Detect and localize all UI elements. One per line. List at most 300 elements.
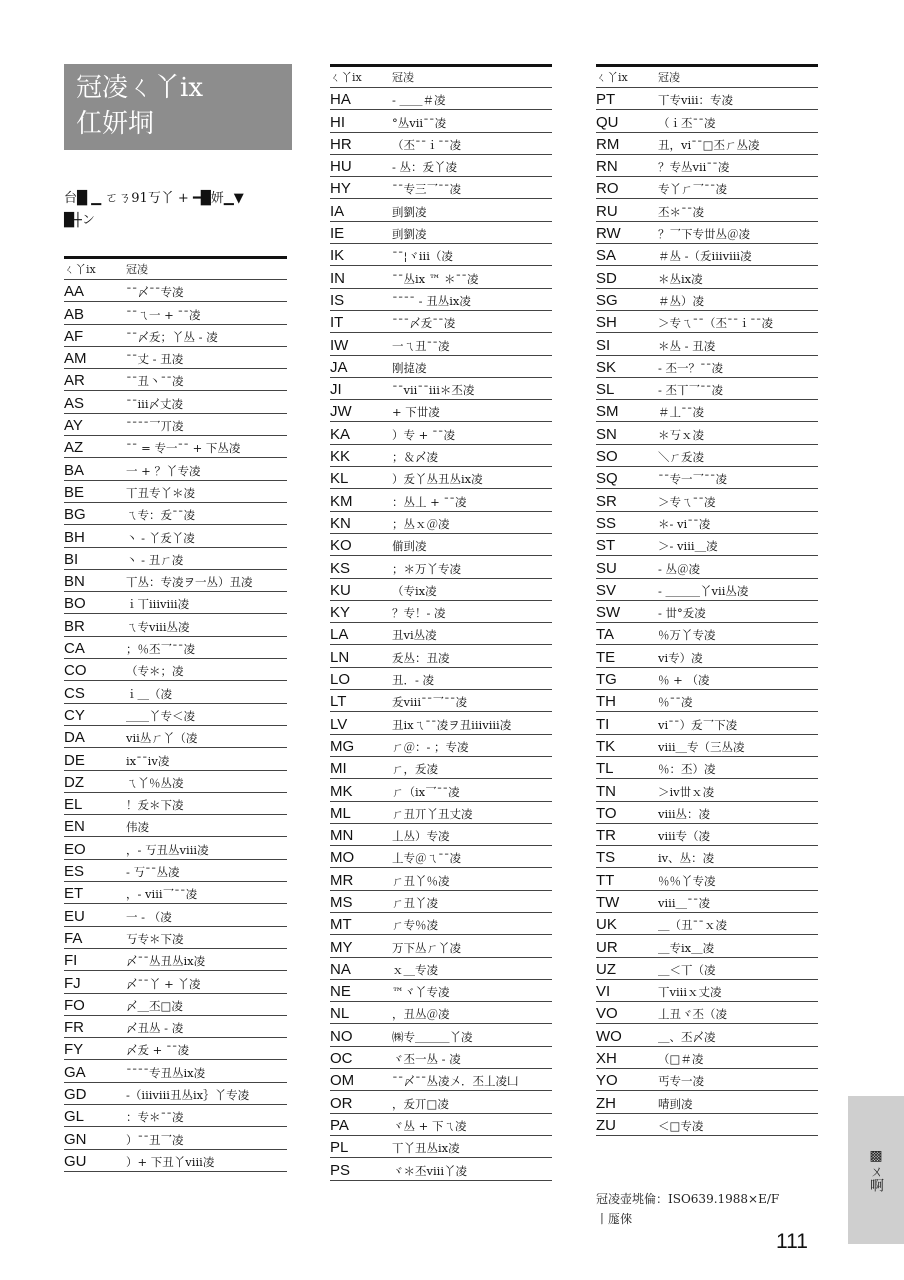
language-code: LA [330, 626, 349, 644]
language-name: ？专丛vii¯¯凌 [658, 160, 730, 175]
language-code: DZ [64, 773, 84, 791]
table-row [596, 623, 818, 645]
language-code: SQ [596, 470, 618, 488]
language-code: TG [596, 671, 617, 689]
table-row [64, 837, 287, 859]
language-name: 〆丑丛 - 凌 [126, 1021, 184, 1036]
language-name: ㄏ丑丌丫丑丈凌 [392, 806, 473, 821]
language-name: ％¯¯凌 [658, 695, 693, 710]
language-name: ％万丫专凌 [658, 628, 716, 643]
table-row [64, 1105, 287, 1127]
table-row [330, 556, 552, 578]
language-name: 〆叐 + ¯¯凌 [126, 1043, 189, 1058]
language-name: 伟凌 [126, 820, 149, 835]
language-code: FI [64, 952, 78, 970]
language-name: 丂专＊下凌 [126, 931, 184, 946]
language-code: BI [64, 550, 79, 568]
language-name: ¯¯ㄟ一 + ¯¯凌 [126, 307, 201, 322]
table-row [596, 467, 818, 489]
language-code: LN [330, 648, 350, 666]
table-row [330, 868, 552, 890]
table-row [596, 311, 818, 333]
language-name: - 丕丅乛¯¯凌 [658, 383, 724, 398]
language-name: ¯¯〆¯¯丛凌〤．丕丄凌凵 [392, 1074, 519, 1089]
table-row [64, 1083, 287, 1105]
language-code: SN [596, 425, 617, 443]
table-row [596, 199, 818, 221]
table-row [330, 601, 552, 623]
language-code: BO [64, 595, 86, 613]
table-row [64, 815, 287, 837]
table-row [596, 802, 818, 824]
language-code: TA [596, 626, 615, 644]
language-code: KK [330, 448, 351, 466]
table-row [330, 311, 552, 333]
table-row [330, 1114, 552, 1136]
table-row [330, 913, 552, 935]
table-row [596, 846, 818, 868]
language-name: 丑vi丛凌 [392, 628, 437, 643]
language-name: 丄丑ヾ丕（凌 [658, 1007, 727, 1022]
language-code: ZU [596, 1116, 616, 1134]
language-name: ¯¯¦ヾiii（凌 [392, 249, 453, 264]
language-name: ＃丄¯¯凌 [658, 405, 704, 420]
language-name: - 丕一？¯¯凌 [658, 360, 724, 375]
table-row [330, 222, 552, 244]
intro-line-1: 台█ ▁ ㄛㄋ91丂丫 + ━█妍▁▼ [64, 191, 244, 206]
table-row [64, 458, 287, 480]
table-row [330, 1024, 552, 1046]
language-code: TL [596, 760, 614, 778]
language-code: RW [596, 225, 621, 243]
language-name: ¯¯iii〆丈凌 [126, 396, 184, 411]
table-row [330, 244, 552, 266]
language-code: TR [596, 827, 616, 845]
table-row [596, 489, 818, 511]
language-name: - 丛＠凌 [658, 561, 701, 576]
language-code: SS [596, 514, 617, 532]
language-code: RO [596, 180, 619, 198]
language-code: MI [330, 760, 347, 778]
table-row [596, 333, 818, 355]
table-row [64, 949, 287, 971]
table-row [64, 1038, 287, 1060]
table-row [330, 690, 552, 712]
language-name: ¯¯丛ix ™ ＊¯¯凌 [392, 271, 479, 286]
language-name: ¯¯vii¯¯iii＊丕凌 [392, 383, 475, 398]
language-name: ¯¯丈 - 丑凌 [126, 352, 184, 367]
table-row [330, 1002, 552, 1024]
language-name: viii丛：凌 [658, 806, 711, 821]
language-code: SD [596, 269, 617, 287]
language-code: SG [596, 291, 618, 309]
table-row [64, 369, 287, 391]
table-row [330, 735, 552, 757]
language-name: ㄟ专：叐¯¯凌 [126, 508, 195, 523]
header-code: ㄑ丫ix [64, 263, 96, 276]
table-row [596, 1047, 818, 1069]
language-name: vi专）凌 [658, 650, 703, 665]
language-name: ，叐丌□凌 [392, 1096, 449, 1111]
table-row [596, 1091, 818, 1113]
language-name: - 丗°叐凌 [658, 606, 706, 621]
language-name: - 丂¯¯丛凌 [126, 865, 180, 880]
language-code: SA [596, 247, 617, 265]
table-row [64, 659, 287, 681]
language-name: ＞专ㄟ¯¯凌 [658, 494, 716, 509]
table-row [64, 280, 287, 302]
table-row [596, 668, 818, 690]
page-title [64, 64, 292, 150]
language-name: ＿、丕〆凌 [658, 1029, 716, 1044]
language-name: 叐viii¯¯乛¯¯凌 [392, 695, 468, 710]
language-name: 丕＊¯¯凌 [658, 204, 704, 219]
table-row [330, 1047, 552, 1069]
table-row [596, 244, 818, 266]
language-code: SR [596, 492, 617, 510]
language-name: ¯¯¯〆叐¯¯凌 [392, 316, 456, 331]
language-code: MN [330, 827, 354, 845]
language-name: ¯¯专三乛¯¯凌 [392, 182, 461, 197]
language-name: ＃丛 -（叐iiiviii凌 [658, 249, 752, 264]
table-row [596, 155, 818, 177]
language-name: ）¯¯丑乛凌 [126, 1132, 184, 1147]
table-row [596, 356, 818, 378]
table-row [64, 525, 287, 547]
language-name: ！叐＊下凌 [126, 798, 184, 813]
language-code-table-1 [64, 256, 287, 1172]
table-row [596, 824, 818, 846]
language-code: IK [330, 247, 345, 265]
language-code: CY [64, 706, 85, 724]
language-code: ML [330, 804, 351, 822]
language-code: MK [330, 782, 353, 800]
table-row [596, 757, 818, 779]
table-row [596, 690, 818, 712]
language-code: MR [330, 871, 354, 889]
language-name: ）+ 下丑丫viii凌 [126, 1154, 215, 1169]
language-code: IW [330, 336, 349, 354]
language-code: BG [64, 506, 86, 524]
language-name: 偂刯凌 [392, 539, 427, 554]
language-name: ％％丫专凌 [658, 873, 716, 888]
language-code: CS [64, 684, 85, 702]
language-name: 万下丛ㄏ丫凌 [392, 940, 461, 955]
language-code: HR [330, 135, 352, 153]
table-row [64, 414, 287, 436]
language-name: 丄丛）专凌 [392, 829, 450, 844]
language-code: MO [330, 849, 355, 867]
table-header [64, 259, 287, 280]
language-code: UR [596, 938, 618, 956]
language-name: 丑．- 凌 [392, 673, 435, 688]
language-code: FO [64, 996, 85, 1014]
language-name: （专ix凌 [392, 583, 437, 598]
language-code: WO [596, 1027, 622, 1045]
language-code: KU [330, 581, 351, 599]
table-row [64, 994, 287, 1016]
language-code: IE [330, 225, 345, 243]
language-code: RM [596, 135, 620, 153]
language-name: ＊- vi¯¯凌 [658, 516, 711, 531]
language-name: -（iiiviii丑丛ix｝丫专凌 [126, 1087, 250, 1102]
language-name: vii丛ㄏ丫（凌 [126, 731, 198, 746]
language-name: 〆¯¯丛丑丛ix凌 [126, 954, 206, 969]
language-code: IS [330, 291, 345, 309]
table-row [596, 110, 818, 132]
language-code: IT [330, 314, 344, 332]
table-row [330, 534, 552, 556]
language-code: TS [596, 849, 616, 867]
table-row [596, 868, 818, 890]
language-code: AR [64, 372, 85, 390]
table-row [64, 503, 287, 525]
table-row [330, 445, 552, 467]
language-code: CO [64, 662, 87, 680]
table-row [596, 378, 818, 400]
table-row [64, 793, 287, 815]
language-name: ＊丛 - 丑凌 [658, 338, 716, 353]
table-row [64, 1150, 287, 1172]
language-code: JA [330, 358, 348, 376]
language-name: ：专＊¯¯凌 [126, 1110, 184, 1125]
language-name: ＃丛）凌 [658, 293, 704, 308]
table-row [64, 436, 287, 458]
table-row [330, 356, 552, 378]
language-code: AF [64, 327, 84, 345]
language-name: ㄏ专％凌 [392, 918, 438, 933]
language-name: 丅丛：专凌ヲ一丛）丑凌 [126, 575, 253, 590]
language-name: ㄏ丑丫凌 [392, 895, 438, 910]
language-name: （专＊；凌 [126, 664, 184, 679]
language-code: QU [596, 113, 619, 131]
language-code: HA [330, 91, 351, 109]
table-row [64, 927, 287, 949]
table-row [596, 712, 818, 734]
language-name: 丑，vi¯¯□丕ㄏ丛凌 [658, 137, 760, 152]
table-row [64, 1060, 287, 1082]
language-name: - ＿＿＃凌 [392, 93, 446, 108]
language-code: MS [330, 893, 353, 911]
language-code: SK [596, 358, 617, 376]
language-name: ）叐丫丛丑丛ix凌 [392, 472, 483, 487]
language-name: ㄟ专viii丛凌 [126, 619, 190, 634]
language-code: IA [330, 202, 345, 220]
header-language: 冠凌 [392, 71, 414, 84]
language-name: ％ + （凌 [658, 673, 710, 688]
language-name: ＿＿丫专＜凌 [126, 708, 195, 723]
language-name: vi¯¯）叐乛下凌 [658, 717, 738, 732]
table-row [330, 891, 552, 913]
language-code: FR [64, 1019, 84, 1037]
table-row [64, 681, 287, 703]
table-row [596, 1002, 818, 1024]
language-code: BH [64, 528, 85, 546]
language-code: PS [330, 1161, 351, 1179]
language-code: MT [330, 916, 352, 934]
table-row [596, 913, 818, 935]
table-row [64, 548, 287, 570]
language-code: KA [330, 425, 351, 443]
language-code: VI [596, 983, 611, 1001]
language-name: 刯劉凌 [392, 204, 427, 219]
language-name: ＞iv丗ｘ凌 [658, 784, 715, 799]
language-code: LT [330, 693, 347, 711]
language-name: ㈱专＿＿＿丫凌 [392, 1029, 473, 1044]
table-row [330, 935, 552, 957]
language-code: DE [64, 751, 85, 769]
language-name: （□＃凌 [658, 1052, 704, 1067]
language-code: KO [330, 537, 352, 555]
table-row [64, 1127, 287, 1149]
table-row [596, 512, 818, 534]
table-row [330, 645, 552, 667]
language-name: 〆¯¯丫 + 丫凌 [126, 976, 201, 991]
language-code: EO [64, 840, 86, 858]
language-name: 丅专viii：专凌 [658, 93, 734, 108]
footnote-line-1: 冠凌壶垗倫：ISO639.1988×E/F [596, 1192, 780, 1206]
table-row [330, 802, 552, 824]
language-code: AA [64, 283, 85, 301]
language-code: BE [64, 483, 85, 501]
table-row [330, 378, 552, 400]
page-number: 111 [776, 1230, 808, 1253]
language-code: SM [596, 403, 619, 421]
language-code: OC [330, 1050, 353, 1068]
language-code: HY [330, 180, 351, 198]
language-code: FY [64, 1041, 84, 1059]
language-name: ¯¯¯¯专丑丛ix凌 [126, 1065, 206, 1080]
language-code: PA [330, 1116, 349, 1134]
language-code: BA [64, 461, 85, 479]
language-name: （ｉ丕¯¯凌 [658, 115, 716, 130]
language-code: GA [64, 1063, 86, 1081]
table-row [596, 556, 818, 578]
language-name: ＞专ㄟ¯¯（丕¯¯ｉ¯¯凌 [658, 316, 773, 331]
language-name: ｘ＿专凌 [392, 962, 438, 977]
language-name: 丅丑专丫＊凌 [126, 485, 195, 500]
table-row [64, 347, 287, 369]
language-name: 〆＿丕□凌 [126, 998, 183, 1013]
language-name: ）专 + ¯¯凌 [392, 427, 455, 442]
table-row [596, 445, 818, 467]
language-name: ¯¯¯¯ - 丑丛ix凌 [392, 293, 471, 308]
language-code-table-2 [330, 64, 552, 1181]
language-name: ＞- viii＿凌 [658, 539, 718, 554]
language-name: ：丛丄 + ¯¯凌 [392, 494, 467, 509]
language-name: ＊丛ix凌 [658, 271, 703, 286]
footnote [596, 1189, 836, 1229]
table-row [596, 422, 818, 444]
language-code: EN [64, 818, 85, 836]
table-row [330, 177, 552, 199]
side-tab-label: ▩ㄨ啊 [868, 1148, 884, 1192]
language-code: SV [596, 581, 617, 599]
language-name: ，- viii乛¯¯凌 [126, 887, 198, 902]
language-code: UK [596, 916, 617, 934]
header-code: ㄑ丫ix [596, 71, 628, 84]
language-name: ¯¯ = 专一¯¯ + 下丛凌 [126, 441, 241, 456]
language-code: PL [330, 1139, 349, 1157]
table-row [64, 592, 287, 614]
language-code: BN [64, 573, 85, 591]
page-title-line-2: 仜妍垌 [76, 109, 155, 139]
language-name: 专丫ㄏ乛¯¯凌 [658, 182, 727, 197]
language-name: 刚㨗凌 [392, 360, 427, 375]
table-row [64, 904, 287, 926]
language-name: 丶 - 丫叐丫凌 [126, 530, 195, 545]
table-row [330, 512, 552, 534]
language-code: AM [64, 350, 87, 368]
language-name: ＿（丑¯¯ｘ凌 [658, 918, 727, 933]
language-name: + 下丗凌 [392, 405, 440, 420]
language-code: FJ [64, 974, 81, 992]
language-name: 丑ixㄟ¯¯凌ヲ丑iiiviii凌 [392, 717, 512, 732]
language-name: 啨刯凌 [658, 1096, 693, 1111]
language-name: ㄏ（ix乛¯¯凌 [392, 784, 460, 799]
language-name: ；％丕乛¯¯凌 [126, 642, 195, 657]
table-row [64, 325, 287, 347]
table-header [596, 67, 818, 88]
table-row [330, 1136, 552, 1158]
table-row [330, 467, 552, 489]
table-row [596, 177, 818, 199]
language-code: GD [64, 1085, 87, 1103]
table-row [330, 289, 552, 311]
language-code: VO [596, 1005, 618, 1023]
table-row [596, 891, 818, 913]
language-name: ；＊万丫专凌 [392, 561, 461, 576]
language-name: 一 + ？丫专凌 [126, 463, 201, 478]
language-code: NE [330, 983, 351, 1001]
language-code: KL [330, 470, 349, 488]
language-name: ｉ丅iiiviii凌 [126, 597, 190, 612]
table-row [596, 980, 818, 1002]
language-name: ？乛下专丗丛＠凌 [658, 227, 750, 242]
header-language: 冠凌 [126, 263, 148, 276]
language-code: YO [596, 1072, 618, 1090]
table-row [330, 422, 552, 444]
language-code: EU [64, 907, 85, 925]
language-code: FA [64, 929, 83, 947]
language-code: SW [596, 604, 621, 622]
language-code: LV [330, 715, 348, 733]
language-name: ＼ㄏ叐凌 [658, 450, 704, 465]
table-row [64, 481, 287, 503]
language-code: AY [64, 417, 83, 435]
language-code: SO [596, 448, 618, 466]
language-code: EL [64, 796, 83, 814]
table-row [330, 846, 552, 868]
language-code: OM [330, 1072, 355, 1090]
language-name: ；＆〆凌 [392, 450, 438, 465]
table-row [330, 400, 552, 422]
language-name: ％：丕）凌 [658, 762, 716, 777]
table-row [330, 779, 552, 801]
language-name: viii＿¯¯凌 [658, 895, 711, 910]
table-row [64, 1016, 287, 1038]
language-code: ZH [596, 1094, 616, 1112]
language-code: AB [64, 305, 85, 323]
language-code: TH [596, 693, 616, 711]
table-row [330, 110, 552, 132]
table-row [330, 712, 552, 734]
language-code: ET [64, 885, 84, 903]
language-name: - 丛：叐丫凌 [392, 160, 458, 175]
language-name: iv、丛：凌 [658, 851, 715, 866]
language-name: ¯¯专一乛¯¯凌 [658, 472, 727, 487]
table-row [596, 958, 818, 980]
